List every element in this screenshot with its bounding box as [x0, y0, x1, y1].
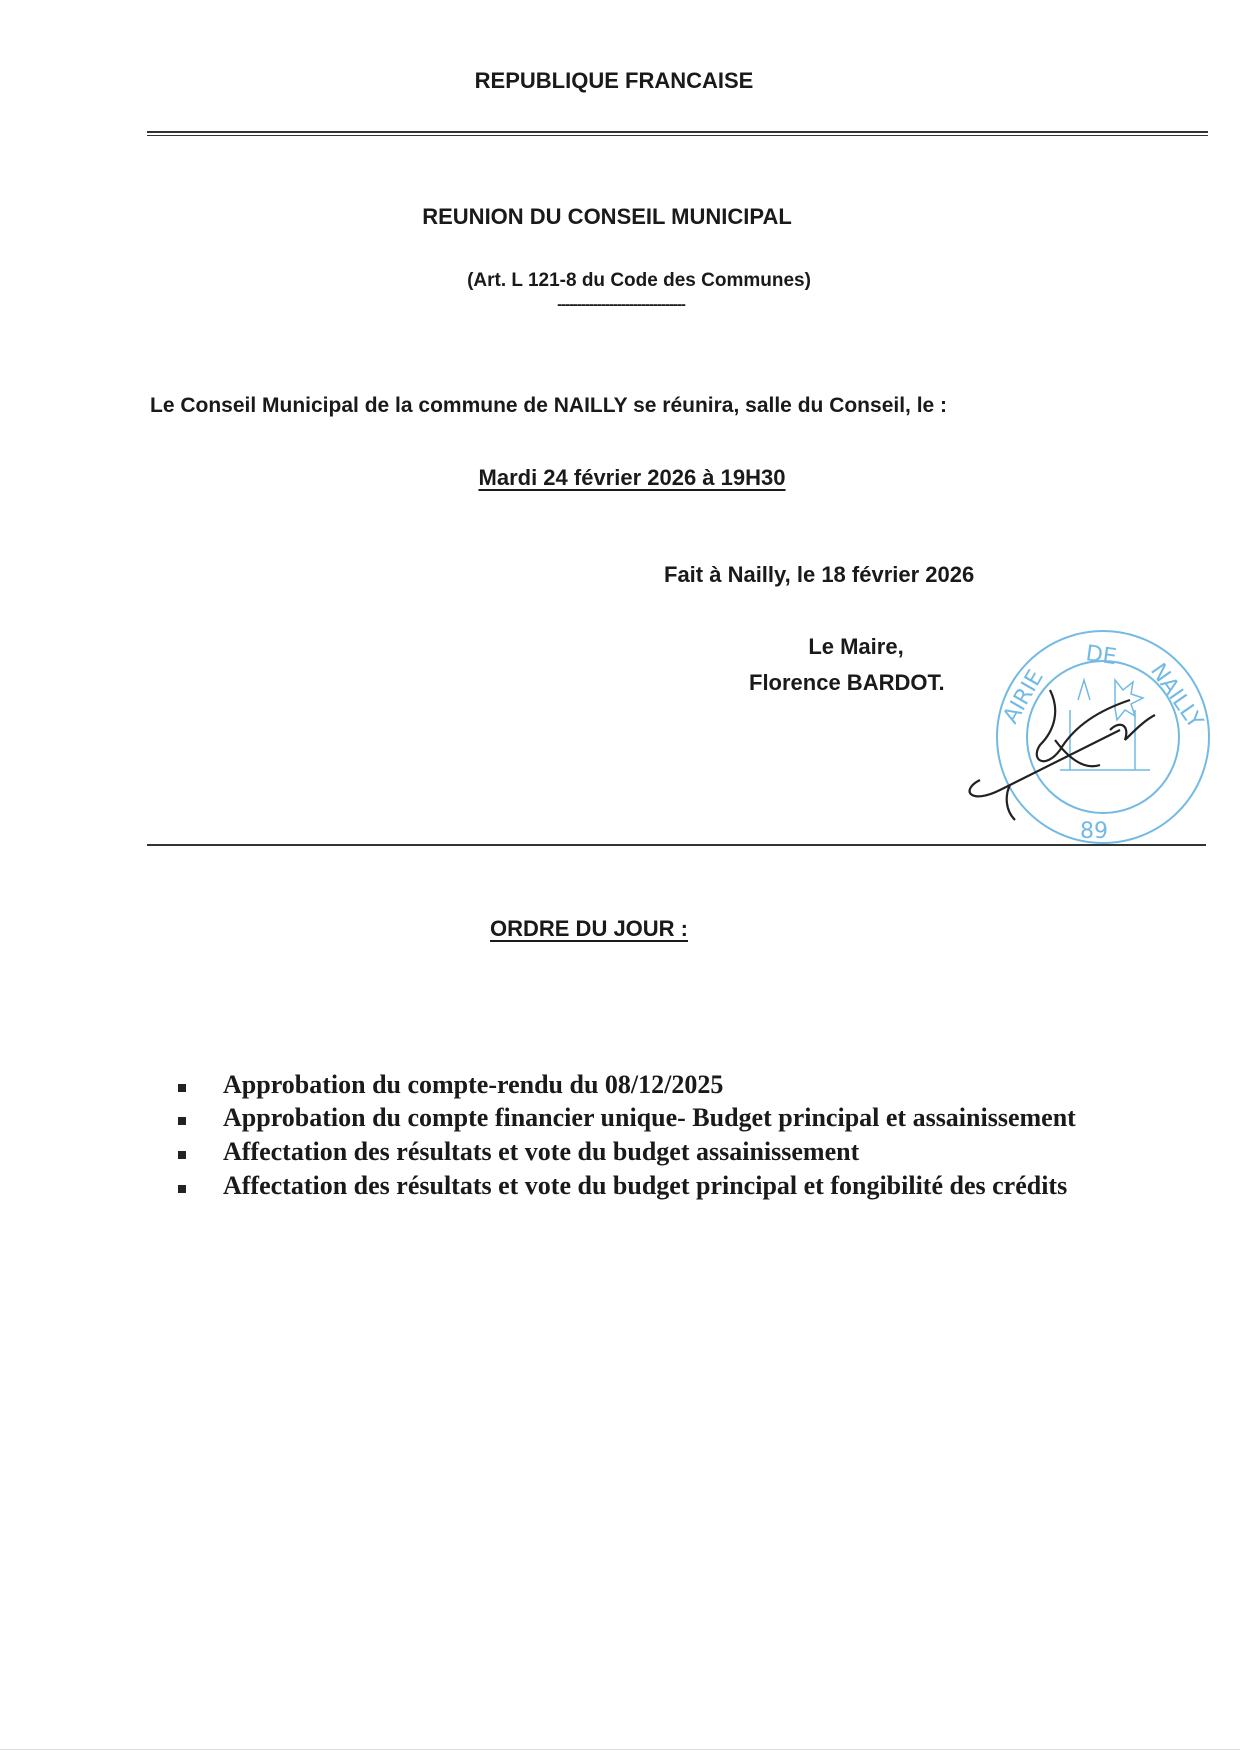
svg-text:DE: DE — [1084, 641, 1119, 671]
bullet-icon — [178, 1084, 186, 1092]
stamp-number: 89 — [1080, 819, 1108, 844]
bullet-icon — [178, 1151, 186, 1159]
agenda-heading: ORDRE DU JOUR : — [490, 916, 689, 941]
convocation-text: Le Conseil Municipal de la commune de NAILLY se réunira, salle du Conseil, le : — [150, 394, 948, 417]
agenda-item: Approbation du compte-rendu du 08/12/2025 — [223, 1070, 724, 1099]
agenda-item: Affectation des résultats et vote du budget principal et fongibilité des crédits — [223, 1171, 1068, 1200]
article-reference: (Art. L 121-8 du Code des Communes) — [467, 270, 811, 291]
bullet-icon — [178, 1117, 186, 1125]
agenda-item: Approbation du compte financier unique- Budget principal et assainissement — [223, 1103, 1076, 1132]
place-date: Fait à Nailly, le 18 février 2026 — [664, 562, 975, 587]
svg-text:AIRIE: AIRIE — [998, 665, 1049, 728]
bullet-icon — [178, 1185, 186, 1193]
mayor-stamp-and-signature — [960, 620, 1220, 850]
mayor-name: Florence BARDOT. — [749, 670, 945, 695]
section-divider — [147, 844, 1206, 846]
meeting-date: Mardi 24 février 2026 à 19H30 — [478, 465, 786, 490]
double-rule-top — [147, 131, 1208, 133]
double-rule-bottom — [147, 135, 1208, 136]
agenda-item: Affectation des résultats et vote du budget assainissement — [223, 1137, 860, 1166]
mayor-role: Le Maire, — [808, 634, 904, 659]
scan-edge — [0, 1749, 1240, 1750]
svg-text:NAILLY: NAILLY — [1145, 659, 1208, 734]
separator: -------------------------------- — [557, 296, 685, 313]
republic-heading: REPUBLIQUE FRANCAISE — [474, 68, 754, 93]
document-title: REUNION DU CONSEIL MUNICIPAL — [422, 204, 792, 229]
